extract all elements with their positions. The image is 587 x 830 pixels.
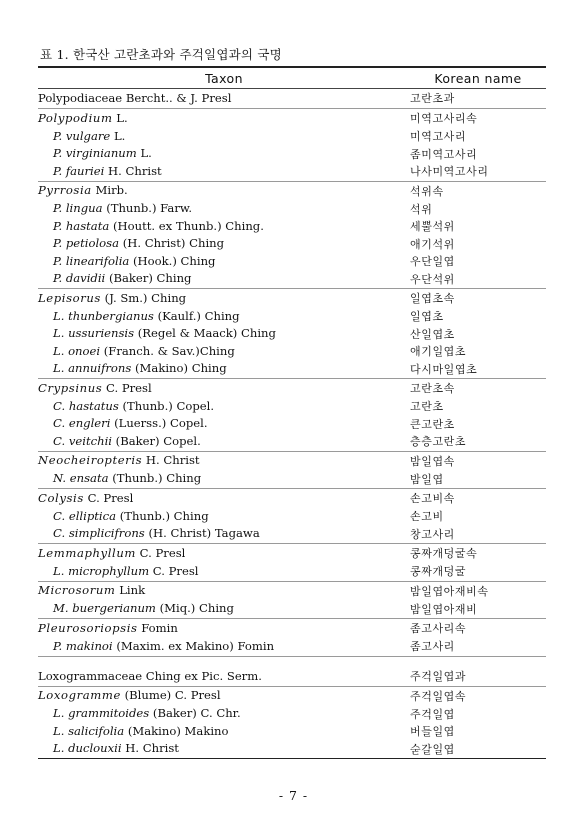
genus-name: Polypodium [38,110,113,125]
species-name: P. fauriei [53,163,105,178]
author-citation: C. Presl [152,563,199,578]
table-row [38,343,546,361]
table-row [38,288,546,308]
author-citation: (Makino) Ching [135,361,227,376]
names-table [38,66,546,759]
genus-name: Microsorum [38,583,116,598]
korean-name-cell: 우단석위 [410,272,455,286]
table-row [38,128,546,146]
taxon-cell [38,185,410,197]
table-row [38,308,546,326]
table-spacer-row [38,656,546,668]
species-name: M. buergerianum [53,601,156,616]
korean-name-cell: 산일엽초 [410,327,455,341]
korean-name-cell: 애기일엽초 [410,345,467,359]
korean-name-cell: 콩짜개덩굴 [410,565,467,579]
author-citation: L. [116,110,128,125]
taxon-cell [38,398,410,413]
korean-name-cell: 석위속 [410,184,444,198]
table-row [38,201,546,219]
genus-name: Pyrrosia [38,183,92,198]
taxon-cell [38,563,410,578]
species-name: L. ussuriensis [53,326,135,341]
genus-name: Pleurosoriopsis [38,620,138,635]
genus-name: Neocheiropteris [38,453,143,468]
table-row [38,416,546,434]
family-name: Polypodiaceae [38,90,123,105]
species-name: C. veitchii [53,433,112,448]
page-number: - 7 - [278,788,309,803]
table-row [38,218,546,236]
genus-name: Crypsinus [38,380,103,395]
table-row [38,488,546,508]
genus-name: Lemmaphyllum [38,545,136,560]
korean-name-cell: 숟갈일엽 [410,742,455,756]
table-row [38,253,546,271]
header-korean-name: Korean name [434,70,522,86]
taxon-cell [38,545,410,560]
author-citation: H. Christ [145,453,200,468]
korean-name-cell: 콩짜개덩굴속 [410,547,478,560]
korean-name-cell: 층층고란초 [410,435,467,449]
author-citation: Mirb. [95,183,128,198]
taxon-cell [38,343,410,358]
species-name: P. linearifolia [53,253,130,268]
taxon-cell [38,490,410,505]
author-citation: (Franch. & Sav.)Ching [103,343,235,358]
author-citation: (Kaulf.) Ching [157,308,240,323]
species-name: L. onoei [53,343,101,358]
korean-name-cell: 미역고사리 [410,130,467,144]
korean-name-cell: 애기석위 [410,237,455,251]
korean-name-cell: 주걱일엽과 [410,670,467,683]
author-citation: C. Presl [139,545,186,560]
genus-name: Lepisorus [38,290,101,305]
korean-name-cell: 미역고사리속 [410,112,478,125]
korean-name-cell: 손고비속 [410,492,455,505]
species-name: C. engleri [53,416,111,431]
taxon-cell [38,148,410,160]
taxon-cell [38,603,410,615]
korean-name-cell: 세뿔석위 [410,220,455,234]
taxon-cell [38,203,410,215]
korean-name-cell: 손고비 [410,510,444,524]
author-citation: (Baker) Copel. [115,433,201,448]
taxon-cell [38,163,410,178]
taxon-cell [38,218,410,233]
taxon-cell [38,473,410,485]
taxon-cell [38,668,410,683]
author-citation: (Houtt. ex Thunb.) Ching. [112,218,264,233]
species-name: L. annuifrons [53,361,132,376]
table-bottom-rule [38,758,546,759]
taxon-cell [38,110,410,125]
species-name: P. vulgare [53,128,111,143]
taxon-cell [38,273,410,285]
species-name: C. hastatus [53,398,119,413]
author-citation: C. Presl [106,380,152,395]
korean-name-cell: 좀고사리 [410,640,455,654]
species-name: N. ensata [53,471,109,486]
species-name: C. simplicifrons [53,526,145,541]
author-citation: L. [140,146,152,161]
table-row [38,361,546,379]
table-row [38,146,546,164]
taxon-cell [38,128,410,143]
author-citation: (J. Sm.) Ching [104,290,187,305]
species-name: P. hastata [53,218,110,233]
taxon-cell [38,328,410,340]
author-citation: C. Presl [87,490,134,505]
korean-name-cell: 일엽초 [410,310,444,324]
taxon-cell [38,90,410,105]
species-name: P. lingua [53,201,103,216]
table-row [38,181,546,201]
author-citation: Link [119,583,146,598]
family-name: Loxogrammaceae [38,668,143,683]
taxon-cell [38,585,410,597]
korean-name-cell: 고란초 [410,400,444,414]
table-row [38,686,546,706]
author-citation: (Thunb.) Ching [112,471,202,486]
author-citation: Bercht.. & J. Presl [125,90,232,105]
table-row [38,451,546,471]
table-row [38,326,546,344]
author-citation: (Thunb.) Farw. [106,201,193,216]
species-name: P. makinoi [53,638,113,653]
korean-name-cell: 좀미역고사리 [410,147,478,161]
table-row [38,378,546,398]
korean-name-cell: 석위 [410,202,433,216]
table-caption: 표 1. 한국산 고란초과와 주걱일엽과의 국명 [40,47,282,62]
author-citation: (Baker) Ching [108,271,192,286]
korean-name-cell: 밤일엽 [410,472,444,486]
table-row [38,668,546,686]
header-taxon: Taxon [205,70,243,86]
author-citation: Fomin [141,620,178,635]
table-row [38,741,546,759]
author-citation: (Regel & Maack) Ching [137,326,276,341]
taxon-cell [38,708,410,720]
author-citation: H. Christ [108,163,162,178]
species-name: L. duclouxii [53,741,122,756]
species-name: L. microphyllum [53,563,150,578]
species-name: C. elliptica [53,508,117,523]
korean-name-cell: 주걱일엽 [410,707,455,721]
taxon-cell [38,380,410,395]
korean-name-cell: 밤일엽아재비 [410,602,478,616]
korean-name-cell: 버들일엽 [410,725,455,739]
taxon-cell [38,638,410,653]
table-row [38,163,546,181]
author-citation: H. Christ [125,741,179,756]
table-row [38,108,546,128]
table-row [38,471,546,489]
species-name: P. petiolosa [53,236,120,251]
table-row [38,433,546,451]
table-row [38,581,546,601]
taxon-cell [38,743,410,755]
species-name: L. thunbergianus [53,308,154,323]
author-citation: (Miq.) Ching [159,601,234,616]
korean-name-cell: 고란초속 [410,382,455,395]
author-citation: (Luerss.) Copel. [114,416,208,431]
taxon-cell [38,433,410,448]
table-row [38,601,546,619]
author-citation: (Thunb.) Ching [119,508,209,523]
genus-name: Colysis [38,490,84,505]
korean-name-cell: 일엽초속 [410,292,455,305]
taxon-cell [38,528,410,540]
korean-name-cell: 좀고사리속 [410,622,467,635]
taxon-cell [38,620,410,635]
author-citation: (Baker) C. Chr. [152,706,241,721]
taxon-cell [38,238,410,250]
korean-name-cell: 큰고란초 [410,417,455,431]
table-row [38,526,546,544]
taxon-cell [38,363,410,375]
korean-name-cell: 밤일엽속 [410,454,455,468]
author-citation: L. [113,128,126,143]
author-citation: (Thunb.) Copel. [122,398,214,413]
taxon-cell [38,455,410,467]
table-row [38,723,546,741]
korean-name-cell: 나사미역고사리 [410,165,489,179]
species-name: L. grammitoides [53,706,150,721]
species-name: P. davidii [53,271,106,286]
author-citation: (H. Christ) Tagawa [148,526,260,541]
taxon-cell [38,290,410,305]
taxon-cell [38,723,410,738]
table-row [38,543,546,563]
table-row [38,706,546,724]
taxon-cell [38,253,410,268]
korean-name-cell: 우단일엽 [410,255,455,269]
korean-name-cell: 창고사리 [410,527,455,541]
korean-name-cell: 다시마일엽초 [410,362,478,376]
author-citation: (H. Christ) Ching [122,236,225,251]
taxon-cell [38,418,410,430]
table-row [38,618,546,638]
species-name: P. virginianum [53,146,137,161]
table-body [38,89,546,758]
taxon-cell [38,508,410,523]
korean-name-cell: 고란초과 [410,92,455,105]
author-citation: (Makino) Makino [127,723,229,738]
author-citation: (Blume) C. Presl [124,688,221,703]
author-citation: Ching ex Pic. Serm. [145,668,262,683]
table-row [38,638,546,656]
table-row [38,563,546,581]
table-row [38,236,546,254]
table-row [38,508,546,526]
genus-name: Loxogramme [38,688,121,703]
table-header [38,68,546,88]
taxon-cell [38,308,410,323]
taxon-cell [38,690,410,702]
author-citation: (Maxim. ex Makino) Fomin [116,638,275,653]
species-name: L. salicifolia [53,723,125,738]
table-row [38,271,546,289]
table-row [38,398,546,416]
korean-name-cell: 밤일엽아재비속 [410,584,489,598]
korean-name-cell: 주걱일엽속 [410,689,467,703]
table-row [38,89,546,108]
author-citation: (Hook.) Ching [133,253,216,268]
